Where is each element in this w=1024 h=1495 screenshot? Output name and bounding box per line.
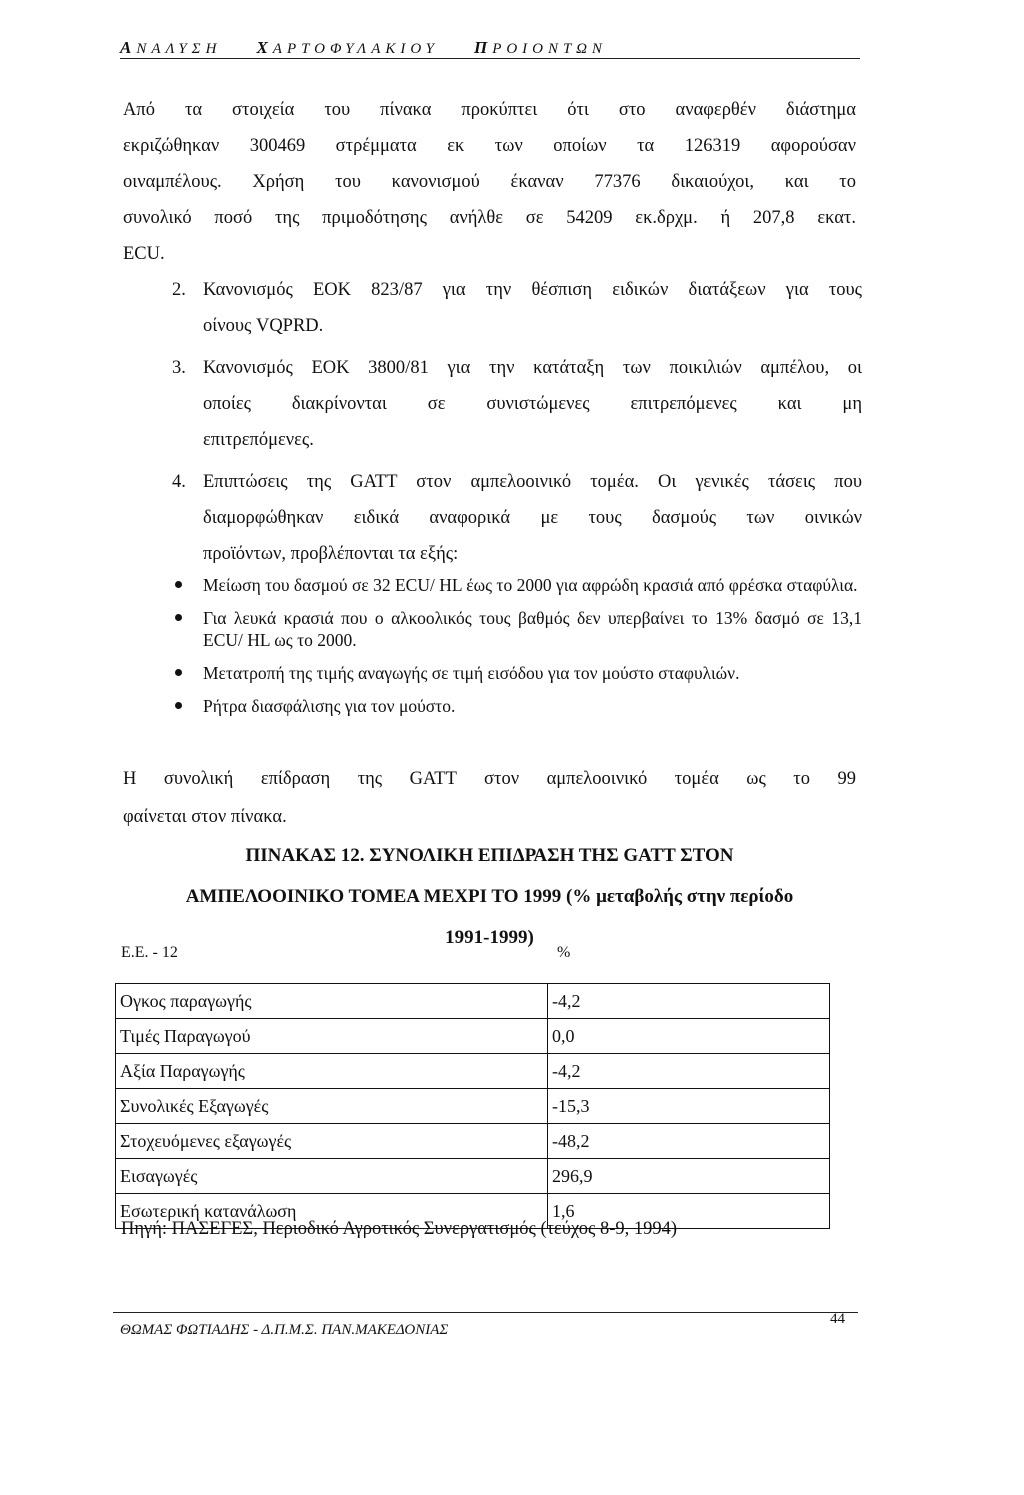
- table-row: [116, 984, 830, 1019]
- numbered-item: [172, 464, 862, 572]
- text-line: φαίνεται στον πίνακα.: [123, 807, 287, 827]
- table-header: [121, 944, 601, 968]
- item-number: 2.: [172, 280, 186, 300]
- running-header: [120, 38, 880, 58]
- row-value: -4,2: [548, 984, 830, 1019]
- header-word: ΑΝΑΛΥΣΗ: [120, 38, 222, 57]
- table-title: ΠΙΝΑΚΑΣ 12. ΣΥΝΟΛΙΚΗ ΕΠΙΔΡΑΣΗ ΤΗΣ GATT ΣΤΟΝ ΑΜΠΕΛΟΟΙΝΙΚΟ ΤΟΜΕΑ ΜΕΧΡΙ ΤΟ 1999 (% μεταβολής στην περίοδο 1991-1999): [185, 845, 794, 948]
- text-line: ECU.: [123, 244, 165, 264]
- row-label: Αξία Παραγωγής: [116, 1054, 548, 1089]
- bullet-icon: [175, 669, 182, 676]
- text-line: Η συνολική επίδραση της GATT στον αμπελοοινικό τομέα ως το 99: [123, 769, 856, 789]
- row-value: -48,2: [548, 1124, 830, 1159]
- row-value: -4,2: [548, 1054, 830, 1089]
- table-region-label: Ε.Ε. - 12: [121, 944, 178, 961]
- row-value: -15,3: [548, 1089, 830, 1124]
- item-number: 4.: [172, 472, 186, 492]
- item-text: επιτρεπόμενες.: [203, 430, 314, 450]
- bullet-list: [172, 574, 862, 728]
- text-line: οιναμπέλους. Χρήση του κανονισμού έκαναν 77376 δικαιούχοι, και το: [123, 172, 856, 192]
- item-text: διαμορφώθηκαν ειδικά αναφορικά με τους δασμούς των οινικών: [203, 508, 862, 528]
- footer-author: ΘΩΜΑΣ ΦΩΤΙΑΔΗΣ - Δ.Π.Μ.Σ. ΠΑΝ.ΜΑΚΕΔΟΝΙΑΣ: [120, 1322, 449, 1338]
- bullet-item: Ρήτρα διασφάλισης για τον μούστο.: [172, 695, 862, 717]
- row-value: 0,0: [548, 1019, 830, 1054]
- gatt-impact-table: [115, 983, 830, 1229]
- item-text: Κανονισμός ΕΟΚ 3800/81 για την κατάταξη των ποικιλιών αμπέλου, οι: [203, 358, 862, 378]
- row-label: Εσωτερική κατανάλωση: [116, 1194, 548, 1229]
- row-label: Συνολικές Εξαγωγές: [116, 1089, 548, 1124]
- table-row: [116, 1054, 830, 1089]
- bullet-item: Μείωση του δασμού σε 32 ECU/ HL έως το 2000 για αφρώδη κρασιά από φρέσκα σταφύλια.: [172, 574, 862, 596]
- header-word: ΧΑΡΤΟΦΥΛΑΚΙΟΥ: [256, 38, 439, 57]
- intro-paragraph: [123, 92, 856, 272]
- row-label: Στοχευόμενες εξαγωγές: [116, 1124, 548, 1159]
- row-value: 1,6: [548, 1194, 830, 1229]
- summary-paragraph: [123, 760, 856, 836]
- item-text: οποίες διακρίνονται σε συνιστώμενες επιτρεπόμενες και μη: [203, 394, 862, 414]
- item-text: Επιπτώσεις της GATT στον αμπελοοινικό τομέα. Οι γενικές τάσεις που: [203, 472, 862, 492]
- bullet-item: Για λευκά κρασιά που ο αλκοολικός τους βαθμός δεν υπερβαίνει το 13% δασμό σε 13,1 ECU/ HL ως το 2000.: [172, 607, 862, 651]
- table-row: [116, 1124, 830, 1159]
- row-label: Εισαγωγές: [116, 1159, 548, 1194]
- item-number: 3.: [172, 358, 186, 378]
- text-line: συνολικό ποσό της πριμοδότησης ανήλθε σε 54209 εκ.δρχμ. ή 207,8 εκατ.: [123, 208, 856, 228]
- numbered-item: [172, 272, 862, 344]
- table-row: [116, 1159, 830, 1194]
- item-text: οίνους VQPRD.: [203, 316, 324, 336]
- row-label: Ογκος παραγωγής: [116, 984, 548, 1019]
- numbered-item: [172, 350, 862, 458]
- page-number: 44: [830, 1311, 845, 1327]
- bullet-item: Μετατροπή της τιμής αναγωγής σε τιμή εισόδου για τον μούστο σταφυλιών.: [172, 662, 862, 684]
- item-text: Κανονισμός ΕΟΚ 823/87 για την θέσπιση ειδικών διατάξεων για τους: [203, 280, 862, 300]
- row-value: 296,9: [548, 1159, 830, 1194]
- table-source: Πηγή: ΠΑΣΕΓΕΣ, Περιοδικό Αγροτικός Συνεργατισμός (τεύχος 8-9, 1994): [121, 1219, 678, 1239]
- bullet-icon: [175, 614, 182, 621]
- header-word: ΠΡΟΙΟΝΤΩΝ: [473, 38, 607, 57]
- header-rule: [120, 58, 860, 59]
- table-row: [116, 1089, 830, 1124]
- table-unit-label: %: [557, 944, 571, 961]
- item-text: προϊόντων, προβλέπονται τα εξής:: [203, 544, 459, 564]
- bullet-icon: [175, 581, 182, 588]
- text-line: εκριζώθηκαν 300469 στρέμματα εκ των οποίων τα 126319 αφορούσαν: [123, 136, 856, 156]
- row-label: Τιμές Παραγωγού: [116, 1019, 548, 1054]
- footer-rule: [113, 1312, 858, 1313]
- text-line: Από τα στοιχεία του πίνακα προκύπτει ότι στο αναφερθέν διάστημα: [123, 100, 856, 120]
- table-row: [116, 1019, 830, 1054]
- bullet-icon: [175, 702, 182, 709]
